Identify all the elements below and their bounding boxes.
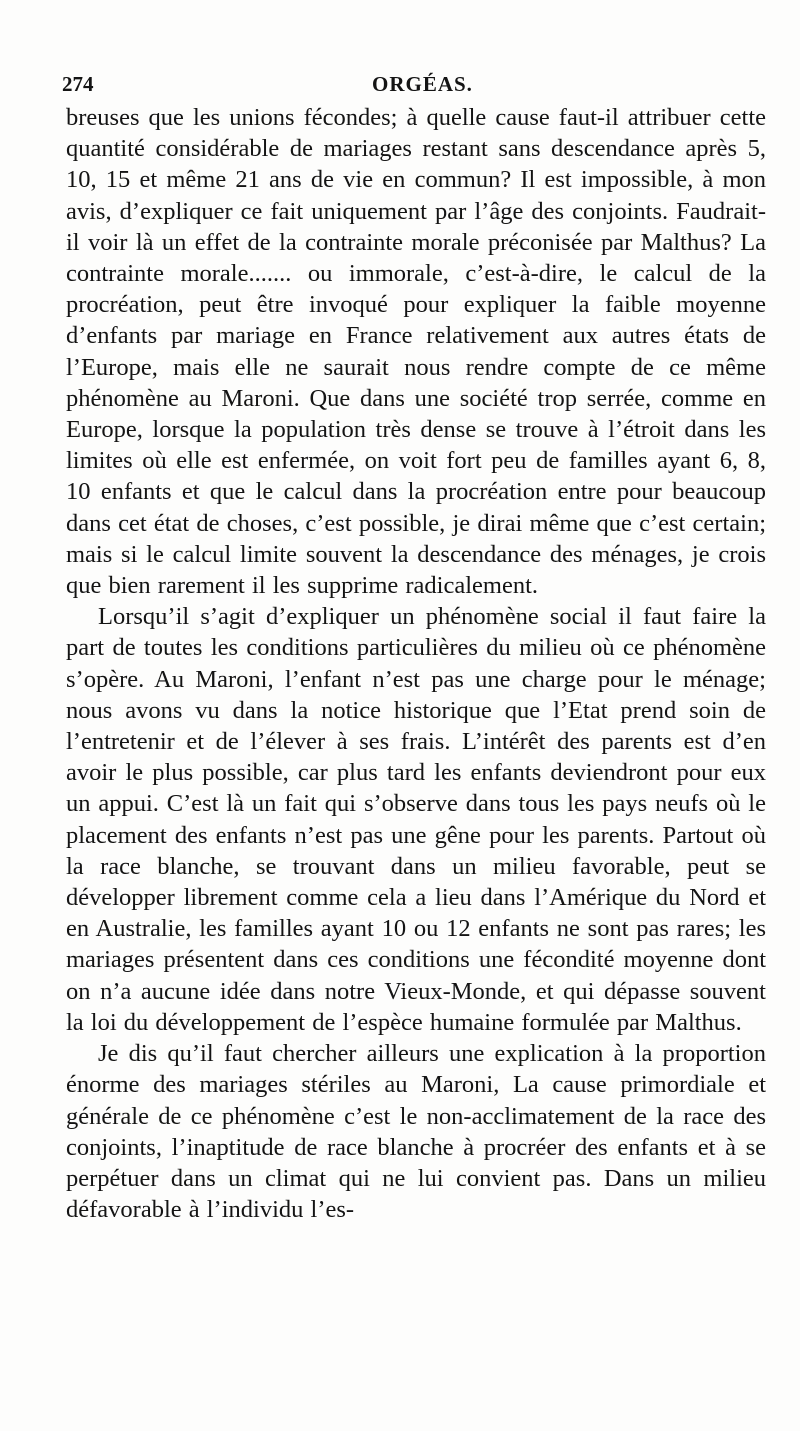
paragraph: Lorsqu’il s’agit d’expliquer un phénomène social il faut faire la part de toutes les conditions particulières du milieu où ce phénomène s’opère. Au Maroni, l’enfant n’est pas une charge pour le ménage; nous avons vu dans la notice historique que l’Etat prend soin de l’entretenir et de l’élever à ses frais. L’intérêt des parents est d’en avoir le plus possible, car plus tard les enfants deviendront pour eux un appui. C’est là un fait qui s’observe dans tous les pays neufs où le placement des enfants n’est pas une gêne pour les parents. Partout où la race blanche, se trouvant dans un milieu favorable, peut se développer librement comme cela a lieu dans l’Amérique du Nord et en Australie, les familles ayant 10 ou 12 enfants ne sont pas rares; les mariages présentent dans ces conditions une fécondité moyenne dont on n’a aucune idée dans notre Vieux-Monde, et qui dépasse souvent la loi du développement de l’espèce humaine formulée par Malthus. [66, 603, 766, 1036]
paragraph: Je dis qu’il faut chercher ailleurs une explication à la proportion énorme des mariages stériles au Maroni, La cause primordiale et générale de ce phénomène c’est le non-acclimatement de la race des conjoints, l’inaptitude de race blanche à procréer des enfants et à se perpétuer dans un climat qui ne lui convient pas. Dans un milieu défavorable à l’individu l’es- [66, 1040, 766, 1224]
page-body [66, 102, 766, 1225]
running-title: ORGÉAS. [372, 72, 473, 96]
page-header [62, 70, 762, 98]
page-number: 274 [62, 72, 94, 96]
paragraph-continued: breuses que les unions fécondes; à quelle cause faut-il attribuer cette quantité considérable de mariages restant sans descendance après 5, 10, 15 et même 21 ans de vie en commun? Il est impossible, à mon avis, d’expliquer ce fait uniquement par l’âge des conjoints. Faudrait-il voir là un effet de la contrainte morale préconisée par Malthus? La contrainte morale....... ou immorale, c’est-à-dire, le calcul de la procréation, peut être invoqué pour expliquer la faible moyenne d’enfants par mariage en France relativement aux autres états de l’Europe, mais elle ne saurait nous rendre compte de ce même phénomène au Maroni. Que dans une société trop serrée, comme en Europe, lorsque la population très dense se trouve à l’étroit dans les limites où elle est enfermée, on voit fort peu de familles ayant 6, 8, 10 enfants et que le calcul dans la procréation entre pour beaucoup dans cet état de choses, c’est possible, je dirai même que c’est certain; mais si le calcul limite souvent la descendance des ménages, je crois que bien rarement il les supprime radicalement. [66, 104, 766, 600]
